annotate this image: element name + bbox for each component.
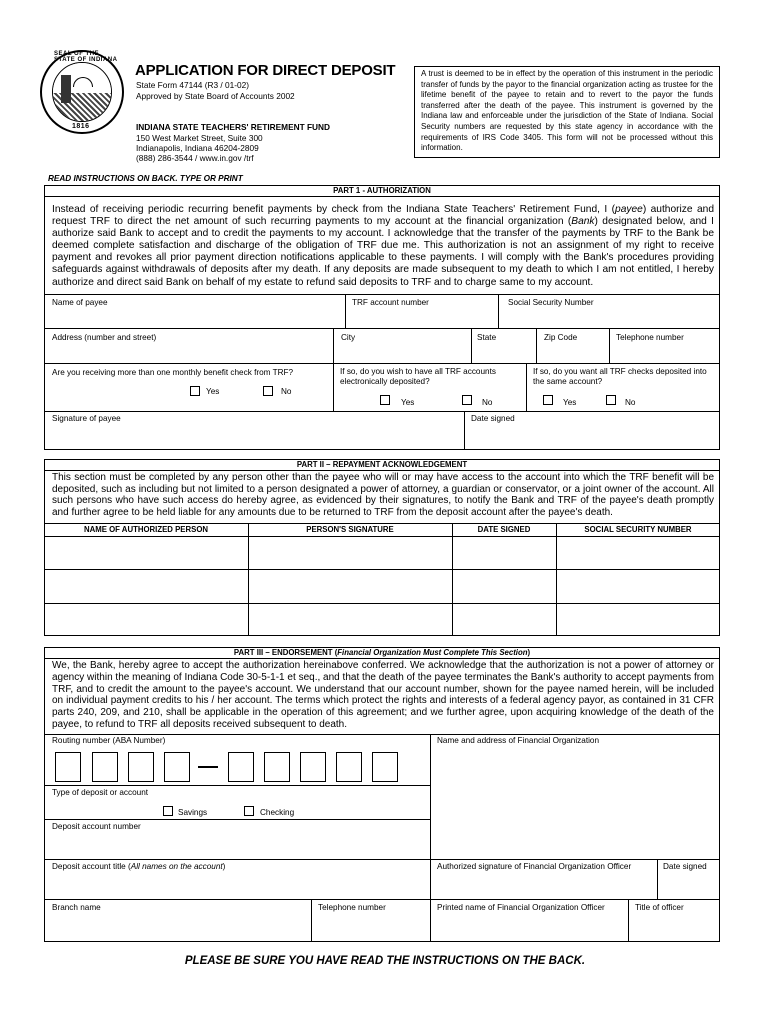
routing-digit-6[interactable]	[264, 752, 290, 782]
name-of-payee-label: Name of payee	[52, 298, 108, 307]
q3-no-checkbox[interactable]	[606, 395, 616, 405]
q-electronic-deposit: If so, do you wish to have all TRF accounts electronically deposited?	[340, 367, 496, 386]
signature-of-payee-label: Signature of payee	[52, 414, 121, 423]
indiana-state-seal	[40, 50, 124, 134]
type-of-deposit-label: Type of deposit or account	[52, 788, 149, 797]
form-number: State Form 47144 (R3 / 01-02)	[136, 80, 249, 90]
q-same-account: If so, do you want all TRF checks deposited into the same account?	[533, 367, 707, 386]
routing-digit-9[interactable]	[372, 752, 398, 782]
q3-yes-label: Yes	[563, 398, 577, 407]
approval-note: Approved by State Board of Accounts 2002	[136, 91, 295, 101]
org-contact: (888) 286-3544 / www.in.gov /trf	[136, 153, 254, 163]
part1-date-signed-label: Date signed	[471, 414, 515, 423]
footer-reminder: PLEASE BE SURE YOU HAVE READ THE INSTRUCTIONS ON THE BACK.	[184, 955, 586, 967]
routing-dash	[198, 766, 218, 768]
routing-number-label: Routing number (ABA Number)	[52, 736, 166, 745]
instructions-note: READ INSTRUCTIONS ON BACK. TYPE OR PRINT	[48, 174, 243, 183]
branch-telephone-label: Telephone number	[318, 903, 386, 912]
address-label: Address (number and street)	[52, 333, 157, 342]
col-authorized-person: NAME OF AUTHORIZED PERSON	[83, 525, 209, 534]
telephone-label: Telephone number	[616, 333, 684, 342]
branch-name-label: Branch name	[52, 903, 101, 912]
org-address-1: 150 West Market Street, Suite 300	[136, 133, 263, 143]
col-social-security-number: SOCIAL SECURITY NUMBER	[584, 525, 692, 534]
trust-notice: A trust is deemed to be in effect by the operation of this instrument in the periodic transfer of funds by the payor to the financial organization acting as trustee for the lifetime benefit of the payee to retain and to revert to the payor the funds transferred after the death of the payee. This instrument is governed by the Indiana law and enforceable under the jurisdiction of the State of Indiana. Social Security numbers are requested by this state agency in accordance with the requirements of IRS Code 3405. This form will not be processed without this information.	[414, 66, 720, 158]
financial-org-name-address-label: Name and address of Financial Organization	[437, 736, 600, 745]
state-label: State	[477, 333, 497, 342]
q-multiple-checks: Are you receiving more than one monthly benefit check from TRF?	[52, 368, 294, 377]
routing-digit-2[interactable]	[92, 752, 118, 782]
part2-text: This section must be completed by any person other than the payee who will or may have access to the account into which the TRF benefit will be deposited, such as including but not limited to a person designated a power of attorney, a guardian or conservator, or a joint owner of the account. All such persons who have such access do hereby agree, as evidenced by their signatures, to notify the Bank and TRF of the payee's death promptly and further agree to be held liable for any amounts due to be returned to TRF from the deposit account after the payee's death.	[52, 472, 714, 519]
ssn-label: Social Security Number	[508, 298, 594, 307]
routing-digit-8[interactable]	[336, 752, 362, 782]
col-persons-signature: PERSON'S SIGNATURE	[306, 525, 394, 534]
checking-label: Checking	[260, 808, 295, 817]
zip-label: Zip Code	[544, 333, 578, 342]
seal-text: SEAL OF THE STATE OF INDIANA	[54, 51, 118, 63]
trf-account-label: TRF account number	[352, 298, 429, 307]
q1-no-label: No	[281, 387, 292, 396]
q2-no-checkbox[interactable]	[462, 395, 472, 405]
q2-yes-checkbox[interactable]	[380, 395, 390, 405]
org-address-2: Indianapolis, Indiana 46204-2809	[136, 143, 259, 153]
q3-yes-checkbox[interactable]	[543, 395, 553, 405]
q2-no-label: No	[482, 398, 493, 407]
part2-title: PART II – REPAYMENT ACKNOWLEDGEMENT	[44, 459, 720, 471]
routing-digit-4[interactable]	[164, 752, 190, 782]
routing-digit-1[interactable]	[55, 752, 81, 782]
part3-date-signed-label: Date signed	[663, 862, 707, 871]
deposit-account-number-label: Deposit account number	[52, 822, 141, 831]
savings-label: Savings	[178, 808, 208, 817]
part3-text: We, the Bank, hereby agree to accept the authorization hereinabove conferred. We acknowledge that the authorization is not a power of attorney or agency within the meaning of Indiana Code 30-5-1-1 et seq., and that the death of the payee terminates the Bank's authority to accept payments from TRF, and to credit the amount to the payee's account. We understand that our account number, shown for the payee named herein, will be included on individual payment credits to his / her account. The terms which protect the rights and interests of a federal agency payor, as contained in 31 CFR parts 240, 209, and 210, shall be applicable in the operation of this agreement; and we further agree, upon acquiring knowledge of the death of the payee, to refund to TRF all deposits received subsequent to death.	[52, 660, 714, 730]
q1-no-checkbox[interactable]	[263, 386, 273, 396]
seal-year: 1816	[72, 123, 90, 130]
title-of-officer-label: Title of officer	[635, 903, 684, 912]
checking-checkbox[interactable]	[244, 806, 254, 816]
part3-title: PART III – ENDORSEMENT (Financial Organization Must Complete This Section)	[44, 647, 720, 659]
savings-checkbox[interactable]	[163, 806, 173, 816]
org-name: INDIANA STATE TEACHERS' RETIREMENT FUND	[136, 122, 331, 132]
q2-yes-label: Yes	[401, 398, 415, 407]
part1-authorization-text: Instead of receiving periodic recurring benefit payments by check from the Indiana State Teachers' Retirement Fund, I (payee) authorize and request TRF to direct the net amount of such recurring payments to my account at the financial organization (Bank) designated below, and I authorize said Bank to accept and to credit the payments to my account. I acknowledge that the transfer of the payments by TRF to the Bank be deemed complete satisfaction and discharge of the obligation of TRF due me. This authorization is not an assignment of my right to receive payment and revokes all prior payment direction notifications applicable to these payments. I will comply with the Bank's procedures providing safeguards against withdrawals of deposits after my death. If any deposits are made subsequent to my death to which I am not entitled, I hereby authorize and direct said Bank on behalf of my estate to refund said deposits to TRF and to charge same to my account.	[52, 204, 715, 288]
authorized-signature-officer-label: Authorized signature of Financial Organization Officer	[437, 862, 632, 871]
routing-digit-7[interactable]	[300, 752, 326, 782]
routing-digit-3[interactable]	[128, 752, 154, 782]
q3-no-label: No	[625, 398, 636, 407]
q1-yes-checkbox[interactable]	[190, 386, 200, 396]
printed-name-officer-label: Printed name of Financial Organization Officer	[437, 903, 605, 912]
form-title: APPLICATION FOR DIRECT DEPOSIT	[135, 62, 396, 79]
deposit-account-title-label: Deposit account title (All names on the account)	[52, 862, 226, 871]
part1-title: PART 1 - AUTHORIZATION	[44, 185, 720, 197]
city-label: City	[341, 333, 356, 342]
q1-yes-label: Yes	[206, 387, 220, 396]
routing-digit-5[interactable]	[228, 752, 254, 782]
col-date-signed: DATE SIGNED	[477, 525, 531, 534]
